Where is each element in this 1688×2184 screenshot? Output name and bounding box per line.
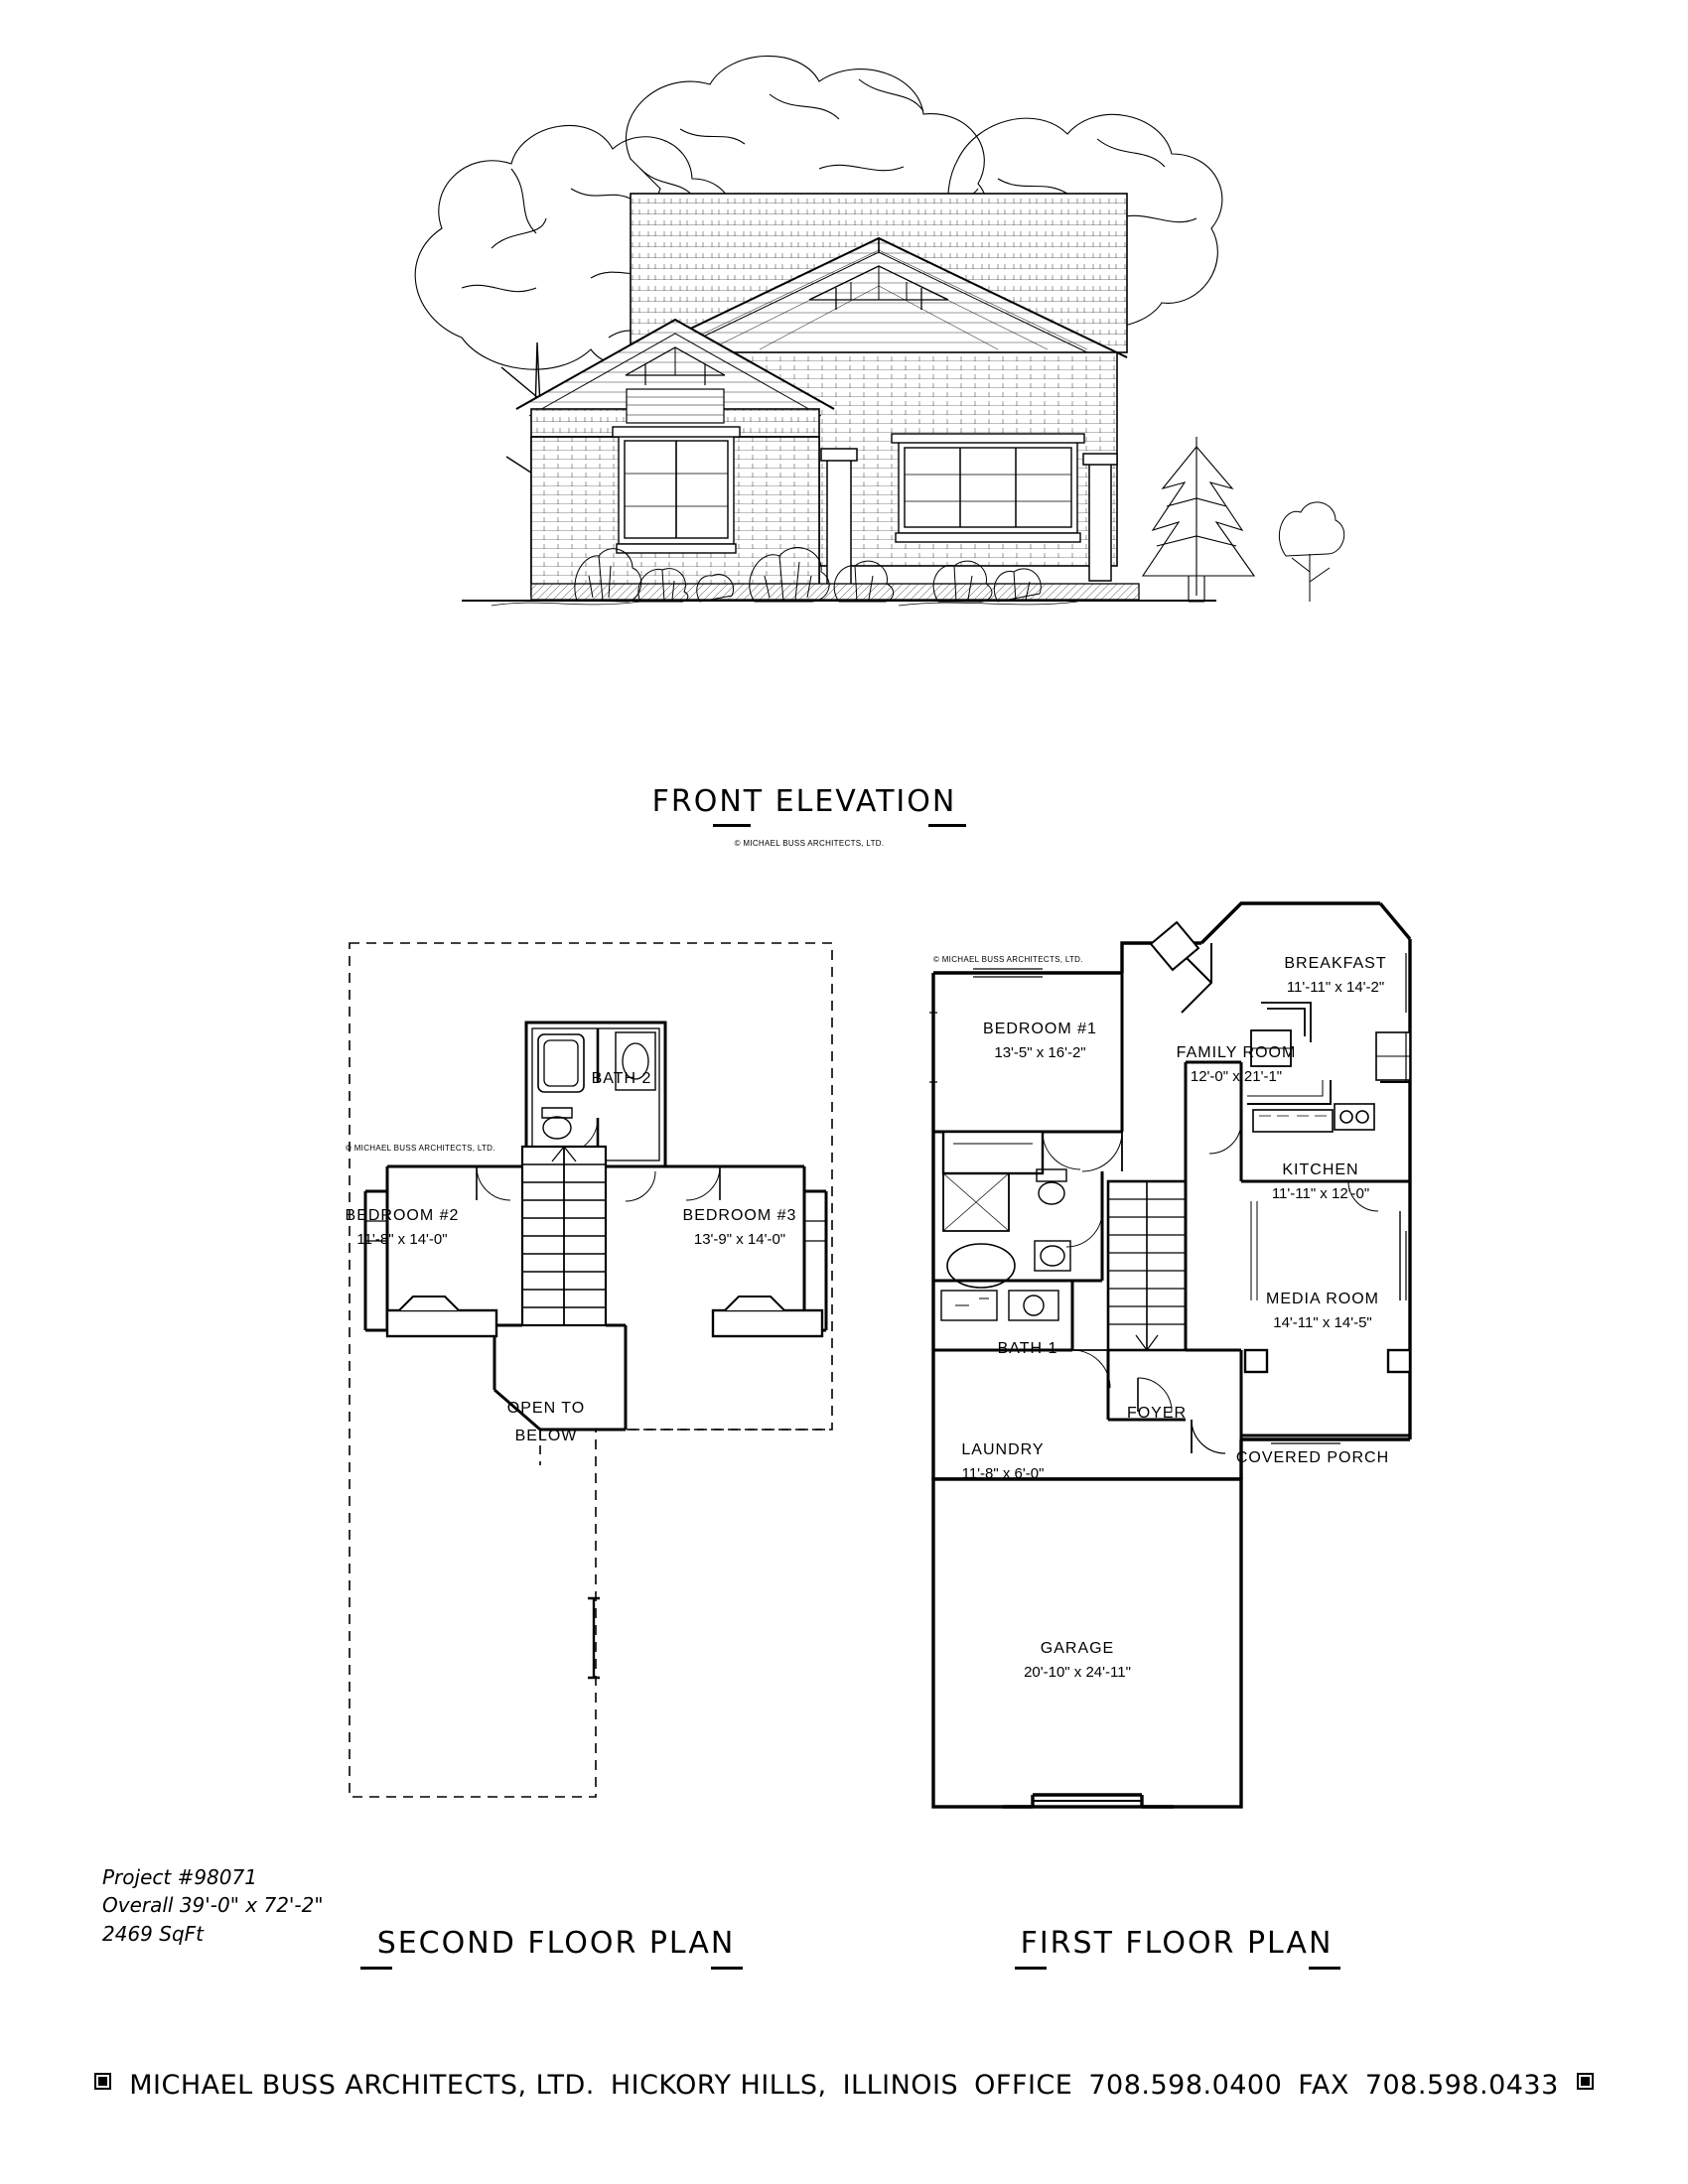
footer-bar	[0, 2070, 1688, 2101]
project-overall-size: Overall 39'-0" x 72'-2"	[102, 1893, 324, 1918]
footer-office-phone: 708.598.0400	[1088, 2070, 1283, 2101]
window-right	[892, 434, 1084, 542]
second-title-rule-right	[711, 1967, 743, 1970]
room-label-kitchen: KITCHEN	[1282, 1161, 1359, 1178]
project-number: Project #98071	[102, 1865, 257, 1889]
footer-bullet-left-icon	[94, 2073, 111, 2090]
front-elevation-drawing	[343, 40, 1375, 754]
room-label-garage: GARAGE	[1040, 1640, 1115, 1657]
footer-bullet-right-icon	[1577, 2073, 1594, 2090]
small-tree-right	[1279, 502, 1343, 602]
room-label-below: BELOW	[514, 1428, 578, 1444]
gable-vent	[627, 389, 724, 423]
room-dim-garage: 20'-10" x 24'-11"	[1024, 1664, 1131, 1681]
room-dim-laundry: 11'-8" x 6'-0"	[961, 1465, 1045, 1482]
first-title-rule-left	[1015, 1967, 1047, 1970]
room-dim-bedroom-3: 13'-9" x 14'-0"	[693, 1231, 786, 1248]
room-dim-bedroom-2: 11'-8" x 14'-0"	[356, 1231, 448, 1248]
second-title-rule-left	[360, 1967, 392, 1970]
second-floor-plan-svg	[328, 913, 884, 1837]
title-rule-right	[928, 824, 966, 827]
room-label-media-room: MEDIA ROOM	[1265, 1291, 1379, 1307]
room-label-bath-1: BATH 1	[997, 1340, 1058, 1357]
first-title-rule-right	[1309, 1967, 1340, 1970]
footer-office-label: OFFICE	[974, 2070, 1073, 2101]
second-floor-copyright: © MICHAEL BUSS ARCHITECTS, LTD.	[346, 1144, 495, 1153]
room-label-covered-porch: COVERED PORCH	[1235, 1449, 1390, 1466]
room-dim-kitchen: 11'-11" x 12'-0"	[1271, 1185, 1370, 1202]
room-label-bedroom-3: BEDROOM #3	[682, 1207, 797, 1224]
second-floor-plan-title: SECOND FLOOR PLAN	[376, 1926, 736, 1961]
project-area: 2469 SqFt	[102, 1921, 204, 1946]
evergreen-tree	[1143, 437, 1254, 602]
room-label-breakfast: BREAKFAST	[1284, 955, 1387, 972]
room-dim-breakfast: 11'-11" x 14'-2"	[1286, 979, 1385, 996]
first-floor-plan-title: FIRST FLOOR PLAN	[1020, 1926, 1334, 1961]
room-label-bedroom-2: BEDROOM #2	[345, 1207, 460, 1224]
second-floor-plan-drawing	[328, 913, 884, 1837]
title-rule-left	[713, 824, 751, 827]
footer-city: HICKORY HILLS,	[610, 2070, 827, 2101]
footer-state: ILLINOIS	[842, 2070, 959, 2101]
room-dim-family-room: 12'-0" x 21'-1"	[1190, 1068, 1283, 1085]
footer-fax-label: FAX	[1298, 2070, 1349, 2101]
footer-firm-name: MICHAEL BUSS ARCHITECTS, LTD.	[129, 2070, 595, 2101]
footer-fax-phone: 708.598.0433	[1364, 2070, 1559, 2101]
room-label-laundry: LAUNDRY	[961, 1441, 1045, 1458]
project-info-block	[102, 1863, 324, 1948]
front-elevation-title: FRONT ELEVATION	[651, 784, 957, 819]
room-dim-media-room: 14'-11" x 14'-5"	[1273, 1314, 1372, 1331]
window-left	[613, 427, 740, 553]
room-dim-bedroom-1: 13'-5" x 16'-2"	[994, 1044, 1086, 1061]
first-floor-copyright: © MICHAEL BUSS ARCHITECTS, LTD.	[933, 955, 1083, 964]
room-label-family-room: FAMILY ROOM	[1176, 1044, 1297, 1061]
room-label-foyer: FOYER	[1126, 1405, 1188, 1422]
room-label-open-to: OPEN TO	[506, 1400, 586, 1417]
room-label-bath-2: BATH 2	[591, 1070, 652, 1087]
front-elevation-svg	[343, 40, 1375, 754]
elevation-copyright: © MICHAEL BUSS ARCHITECTS, LTD.	[734, 839, 885, 848]
room-label-bedroom-1: BEDROOM #1	[983, 1021, 1097, 1037]
